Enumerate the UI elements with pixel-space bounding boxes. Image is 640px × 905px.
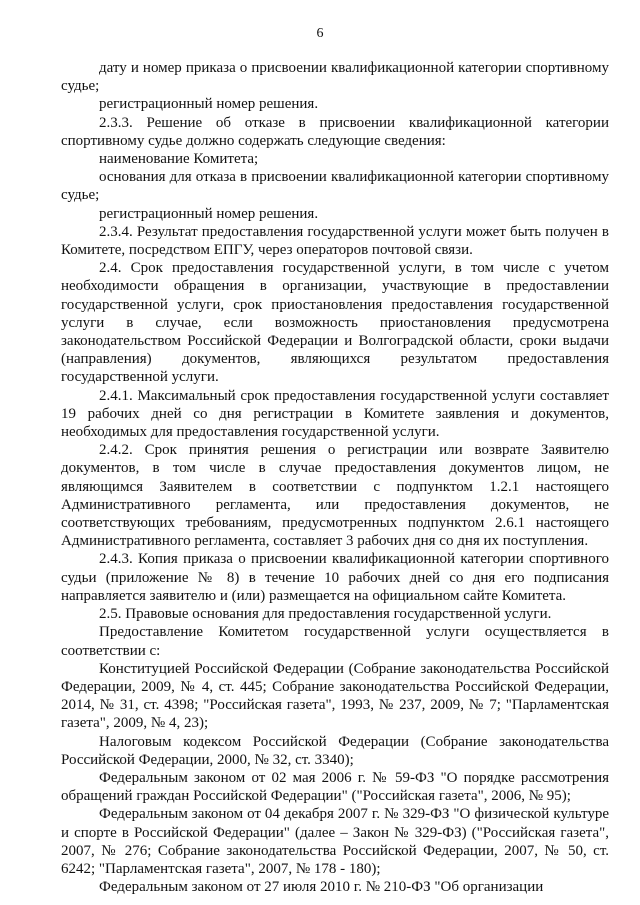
paragraph: 2.4.1. Максимальный срок предоставления государственной услуги составляет 19 рабочих дней со дня регистрации в Комитете заявления и документов, необходимых для предоставления государственной услуги. [61,387,609,441]
paragraph: 2.3.4. Результат предоставления государственной услуги может быть получен в Комитете, посредством ЕПГУ, через операторов почтовой связи. [61,223,609,259]
paragraph: 2.4. Срок предоставления государственной услуги, в том числе с учетом необходимости обращения в организации, участвующие в предоставлении государственной услуги, срок приостановления предоставления государственной услуги в случае, если возможность приостановления предусмотрена законодательством Российской Федерации и Волгоградской области, сроки выдачи (направления) документов, являющихся результатом предоставления государственной услуги. [61,260,609,386]
paragraph: Предоставление Комитетом государственной услуги осуществляется в соответствии с: [61,624,609,659]
paragraph: 2.5. Правовые основания для предоставления государственной услуги. [99,606,552,623]
paragraph: наименование Комитета; [99,151,259,168]
paragraph: 2.4.3. Копия приказа о присвоении квалификационной категории спортивного судьи (приложение № 8) в течение 10 рабочих дней со дня его подписания направляется заявителю и (или) размещается на официальном сайте Комитета. [61,551,609,604]
paragraph: регистрационный номер решения. [99,96,319,113]
paragraph: 2.4.2. Срок принятия решения о регистрации или возврате Заявителю документов, в том числе в случае предоставления документов лицом, не являющимся Заявителем в соответствии с подпунктом 1.2.1 настоящего Административного регламента, или предоставления документов, не соответствующих требованиям, предусмотренных подпунктом 2.6.1 настоящего Административного регламента, составляет 3 рабочих дня со дня их поступления. [61,442,609,550]
paragraph: Федеральным законом от 02 мая 2006 г. № 59-ФЗ "О порядке рассмотрения обращений граждан Российской Федерации" ("Российская газета", 2006, № 95); [61,769,609,805]
paragraph: Федеральным законом от 04 декабря 2007 г. № 329-ФЗ "О физической культуре и спорте в Российской Федерации" (далее – Закон № 329-ФЗ) ("Российская газета", 2007, № 276; Собрание законодательства Российской Федерации, 2007, № 50, ст. 6242; "Парламентская газета", 2007, № 178 - 180); [61,806,609,877]
paragraph: Налоговым кодексом Российской Федерации (Собрание законодательства Российской Федерации, 2000, № 32, ст. 3340); [61,733,609,768]
paragraph: Конституцией Российской Федерации (Собрание законодательства Российской Федерации, 2009, № 4, ст. 445; Собрание законодательства Российской Федерации, 2014, № 31, ст. 4398; "Российская газета", 1993, № 237, 2009, № 7; "Парламентская газета", 2009, № 4, 23); [61,660,609,732]
page-number: 6 [316,26,324,41]
paragraph: основания для отказа в присвоении квалификационной категории спортивному судье; [61,169,609,204]
document-body [61,59,609,896]
paragraph: регистрационный номер решения. [99,205,319,222]
paragraph: Федеральным законом от 27 июля 2010 г. № 210-ФЗ "Об организации [99,879,544,896]
paragraph: 2.3.3. Решение об отказе в присвоении квалификационной категории спортивному судье должно содержать следующие сведения: [61,114,609,149]
paragraph: дату и номер приказа о присвоении квалификационной категории спортивному судье; [61,60,609,95]
